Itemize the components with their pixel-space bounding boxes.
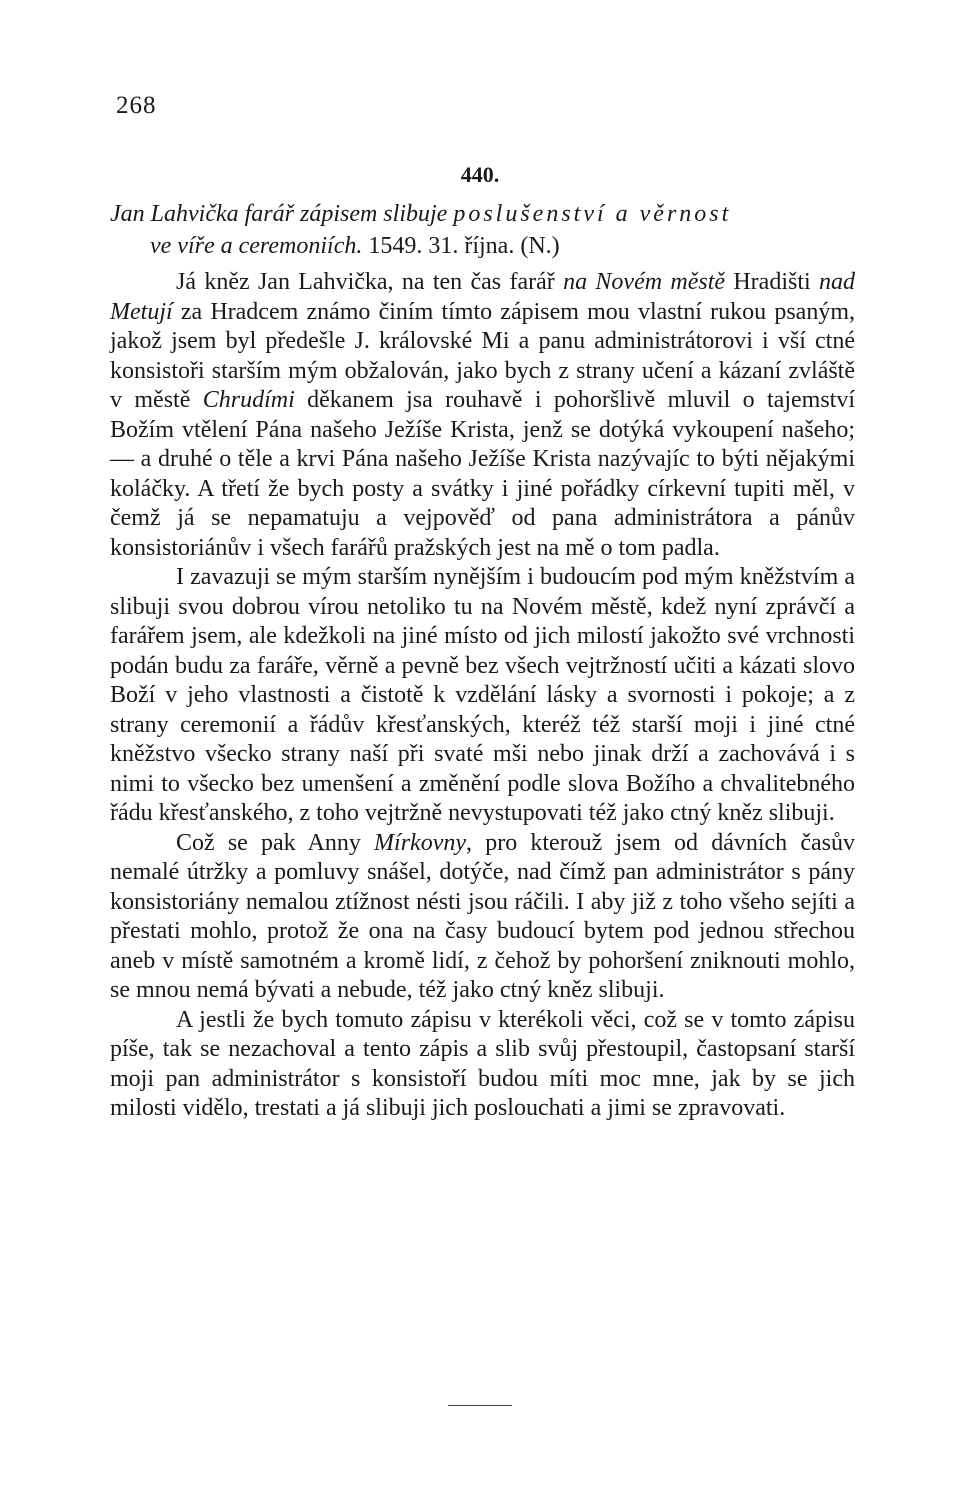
page-number: 268: [116, 92, 157, 119]
paragraph-1-text: Hradišti: [725, 269, 819, 295]
paragraph-3-text: , pro kterouž jsem od dávních časův nemalé útržky a pomluvy snášel, dotýče, nad čímž pan administrátor s pány konsistoriány nemalou ztížnost nésti jsou ráčili. I aby již z toho všeho sejíti a přestati mohlo, protož že ona na časy budoucí bytem pod jednou střechou aneb v místě samotném a kromě lidí, z čehož by pohoršení zniknouti mohlo, se mnou nemá bývati a nebude, též jako ctný kněz slibuji.: [110, 829, 856, 1003]
heading-date: 1549. 31. října.: [368, 233, 515, 259]
heading-line-2: [110, 230, 855, 262]
document-body: [110, 268, 855, 1124]
end-divider: [448, 1405, 512, 1406]
paragraph-3-text: Což se pak Anny: [176, 829, 375, 856]
heading-title-end: ve víře a ceremoniích.: [150, 233, 363, 259]
document-number: 440.: [460, 162, 500, 187]
paragraph-3: [110, 829, 855, 1006]
paragraph-2: I zavazuji se mým starším nynějším i budoucím pod mým kněžstvím a slibuji svou dobrou vírou netoliko tu na Novém městě, kdež nyní zprávčí a farářem jsem, ale kdežkoli na jiné místo od jich milostí jakožto své vrchnosti podán budu za faráře, věrně a pevně bez všech vejtržností učiti a kázati slovo Boží v jeho vlastnosti a čistotě k vzdělání lásky a svornosti i pokoje; a z strany ceremonií a řádův křesťanských, kteréž též starší moji i jiné ctné kněžstvo všecko strany naší při svaté mši nebo jinak drží a zachovává i s nimi to všecko bez umenšení a změnění podle slova Božího a chvalitebného řádu křesťanského, z toho vejtržně nevystupovati též jako ctný kněz slibuji.: [110, 564, 855, 826]
place-name-italic: Chrudími: [202, 387, 295, 413]
heading-line-1: [110, 198, 855, 230]
person-name-italic: Mírkovny: [374, 829, 467, 856]
paragraph-1-text: děkanem jsa rouhavě i pohoršlivě mluvil o tajemství Božím vtělení Pána našeho Ježíše Krista, jenž se dotýká vykoupení našeho; — a druhé o těle a krvi Pána našeho Ježíše Krista nazývajíc to býti nějakými koláčky. A třetí že bych posty a svátky i jiné pořádky církevní tupiti měl, v čemž já se nepamatuju a vejpověď od pana administrátora a pánův konsistoriánův i všech farářů pražských jest na mě o tom padla.: [110, 387, 855, 561]
heading-source: (N.): [520, 233, 560, 259]
paragraph-1-text: za Hradcem známo činím tímto zápisem mou vlastní rukou psaným, jakož jsem byl předešle J. královské Mi a panu administrátorovi i vší ctné konsistoři starším mým obžalován, jako bych z strany učení a kázaní zvláště v městě: [110, 298, 855, 413]
place-name-italic: nad Metují: [110, 269, 855, 325]
paragraph-1-text: Já kněz Jan Lahvička, na ten čas farář: [176, 269, 564, 295]
document-heading: [110, 198, 855, 262]
heading-spaced-part: poslušenství a věrnost: [453, 201, 732, 227]
heading-title-part: Jan Lahvička farář zápisem slibuje: [110, 201, 448, 227]
paragraph-1: [110, 268, 855, 563]
place-name-italic: na Novém městě: [563, 269, 726, 295]
paragraph-4: A jestli že bych tomuto zápisu v kterékoli věci, což se v tomto zápisu píše, tak se nezachoval a tento zápis a slib svůj přestoupil, častopsaní starší moji pan administrátor s konsistoří budou míti moc mne, jak by se jich milosti vidělo, trestati a já slibuji jich poslouchati a jimi se zpravovati.: [110, 1006, 855, 1121]
